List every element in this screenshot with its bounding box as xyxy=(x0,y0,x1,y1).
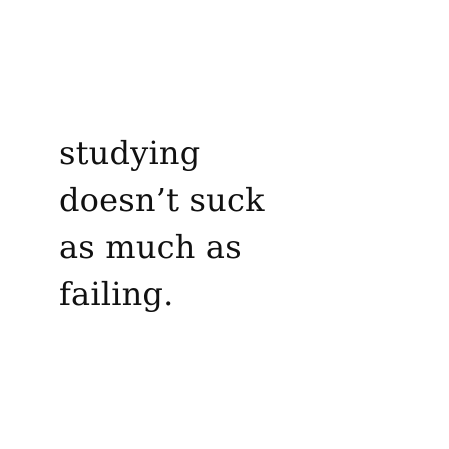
quote-text xyxy=(59,130,265,318)
quote-line-2: doesn’t suck xyxy=(59,181,265,219)
quote-line-3: as much as xyxy=(59,228,242,266)
quote-line-1: studying xyxy=(59,134,201,172)
quote-line-4: failing. xyxy=(59,275,174,313)
